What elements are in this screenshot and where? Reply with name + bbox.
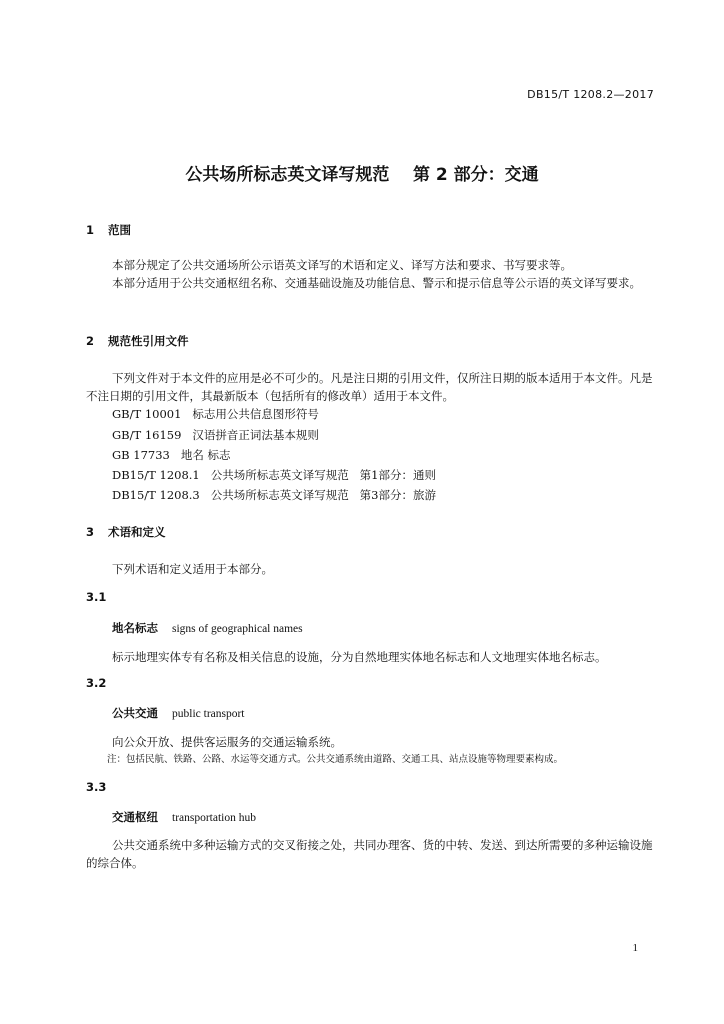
term-zh: 交通枢纽 [112, 810, 158, 824]
section-3-heading [86, 524, 166, 540]
term-definition: 标示地理实体专有名称及相关信息的设施，分为自然地理实体地名标志和人文地理实体地名标志。 [112, 650, 607, 664]
term-number: 3.1 [86, 590, 107, 604]
term-definition: 公共交通系统中多种运输方式的交叉衔接之处，共同办理客、货的中转、发送、到达所需要的多种运输设施的综合体。 [86, 838, 653, 870]
section-1-heading [86, 222, 131, 238]
term-zh: 地名标志 [112, 621, 158, 635]
term-en: public transport [172, 708, 245, 720]
section-title: 规范性引用文件 [108, 334, 189, 348]
term-entry [112, 705, 245, 721]
term-note: 注：包括民航、铁路、公路、水运等交通方式。公共交通系统由道路、交通工具、站点设施等物理要素构成。 [107, 754, 564, 765]
term-en: signs of geographical names [172, 623, 303, 635]
term-entry [112, 809, 256, 825]
paragraph: 下列术语和定义适用于本部分。 [112, 562, 273, 576]
page-number: 1 [632, 942, 638, 954]
paragraph: 本部分适用于公共交通枢纽名称、交通基础设施及功能信息、警示和提示信息等公示语的英文译写要求。 [112, 276, 641, 290]
term-zh: 公共交通 [112, 706, 158, 720]
section-number: 2 [86, 334, 95, 348]
section-title: 术语和定义 [108, 525, 166, 539]
reference-item: DB15/T 1208.3 公共场所标志英文译写规范 第3部分：旅游 [112, 488, 436, 502]
section-2-heading [86, 333, 189, 349]
term-number: 3.2 [86, 676, 107, 690]
paragraph: 本部分规定了公共交通场所公示语英文译写的术语和定义、译写方法和要求、书写要求等。 [112, 258, 572, 272]
reference-item: GB/T 16159 汉语拼音正词法基本规则 [112, 428, 319, 442]
section-number: 1 [86, 223, 95, 237]
term-number: 3.3 [86, 780, 107, 794]
paragraph: 下列文件对于本文件的应用是必不可少的。凡是注日期的引用文件，仅所注日期的版本适用于本文件。凡是不注日期的引用文件，其最新版本（包括所有的修改单）适用于本文件。 [86, 371, 653, 403]
term-definition: 向公众开放、提供客运服务的交通运输系统。 [112, 735, 342, 749]
term-en: transportation hub [172, 812, 256, 824]
reference-item: GB/T 10001 标志用公共信息图形符号 [112, 407, 319, 421]
document-title: 公共场所标志英文译写规范 第 2 部分：交通 [185, 165, 539, 185]
document-id: DB15/T 1208.2—2017 [527, 88, 654, 101]
section-title: 范围 [108, 223, 131, 237]
reference-item: GB 17733 地名 标志 [112, 448, 231, 462]
term-entry [112, 620, 303, 636]
reference-item: DB15/T 1208.1 公共场所标志英文译写规范 第1部分：通则 [112, 468, 436, 482]
section-number: 3 [86, 525, 95, 539]
